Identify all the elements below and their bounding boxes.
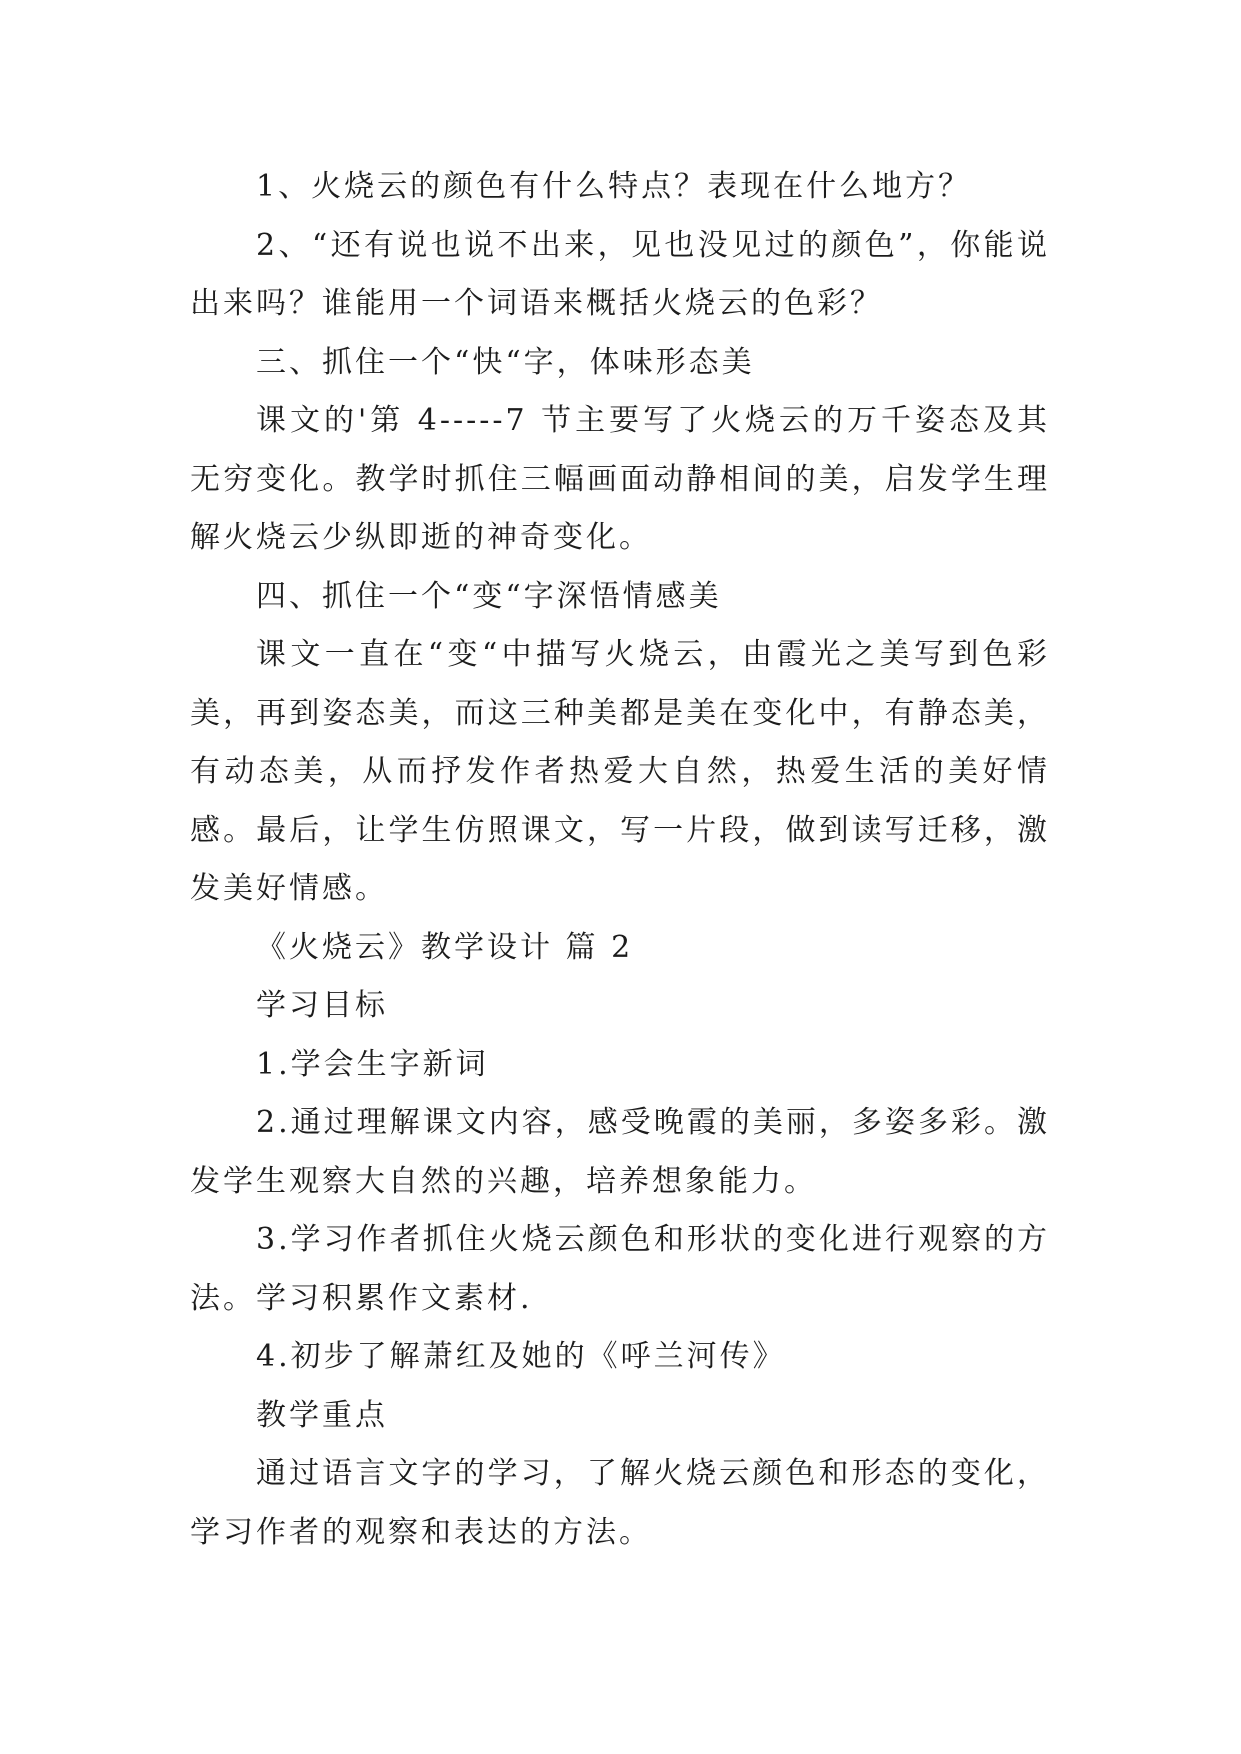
document-body — [190, 158, 1050, 1562]
goal-2: 2.通过理解课文内容，感受晚霞的美丽，多姿多彩。激发学生观察大自然的兴趣，培养想象能力。 — [190, 1105, 1050, 1199]
article-title: 《火烧云》教学设计 篇 2 — [256, 929, 634, 965]
goal-3: 3.学习作者抓住火烧云颜色和形状的变化进行观察的方法。学习积累作文素材. — [190, 1222, 1050, 1316]
question-1: 1、火烧云的颜色有什么特点？表现在什么地方？ — [256, 169, 972, 204]
teaching-focus-heading: 教学重点 — [256, 1397, 388, 1433]
teaching-focus-body: 通过语言文字的学习，了解火烧云颜色和形态的变化，学习作者的观察和表达的方法。 — [190, 1456, 1050, 1550]
question-2: 2、“还有说也说不出来，见也没见过的颜色”，你能说出来吗？谁能用一个词语来概括火烧云的色彩？ — [190, 227, 1050, 321]
section-4-body: 课文一直在“变“中描写火烧云，由霞光之美写到色彩美，再到姿态美，而这三种美都是美在变化中，有静态美，有动态美，从而抒发作者热爱大自然，热爱生活的美好情感。最后，让学生仿照课文，写一片段，做到读写迁移，激发美好情感。 — [190, 637, 1050, 906]
section-3-body: 课文的'第 4-----7 节主要写了火烧云的万千姿态及其无穷变化。教学时抓住三幅画面动静相间的美，启发学生理解火烧云少纵即逝的神奇变化。 — [190, 403, 1050, 555]
goal-1: 1.学会生字新词 — [256, 1046, 489, 1082]
section-heading-3: 三、抓住一个“快“字，体味形态美 — [256, 344, 755, 380]
section-heading-4: 四、抓住一个“变“字深悟情感美 — [256, 578, 722, 614]
learning-goals-heading: 学习目标 — [256, 988, 388, 1023]
goal-4: 4.初步了解萧红及她的《呼兰河传》 — [256, 1339, 786, 1374]
